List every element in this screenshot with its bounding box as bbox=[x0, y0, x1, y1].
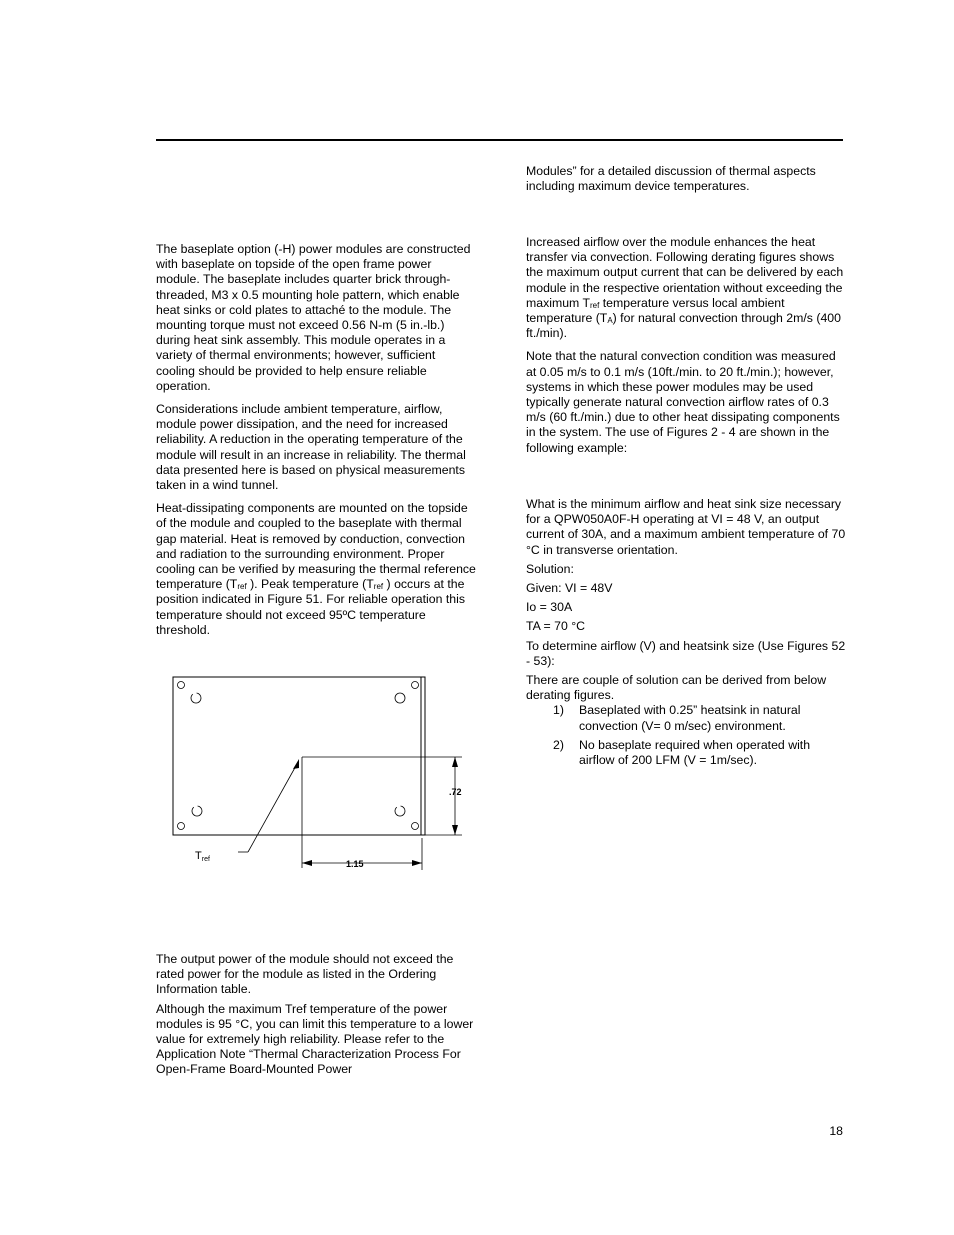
example-given-io: Io = 30A bbox=[526, 600, 573, 615]
right-column-example bbox=[526, 497, 846, 768]
header-rule bbox=[156, 139, 843, 141]
example-couple-solutions: There are couple of solution can be derived from below derating figures. bbox=[526, 673, 827, 703]
continued-paragraph: Modules” for a detailed discussion of thermal aspects including maximum device temperatures. bbox=[526, 164, 816, 194]
tref-label: Tref bbox=[195, 850, 210, 863]
right-column-airflow bbox=[526, 235, 846, 456]
tref-location-figure bbox=[160, 668, 480, 878]
example-determine: To determine airflow (V) and heatsink size (Use Figures 52 - 53): bbox=[526, 638, 846, 668]
mounting-hole bbox=[191, 693, 201, 703]
left-column-bottom bbox=[156, 952, 476, 1078]
left-column-top bbox=[156, 242, 476, 638]
example-solution-label: Solution: bbox=[526, 561, 574, 576]
list-item-number: 2) bbox=[553, 737, 564, 752]
list-item bbox=[526, 703, 846, 733]
list-item-text: Baseplated with 0.25” heatsink in natural convection (V= 0 m/sec) environment. bbox=[579, 703, 801, 733]
corner-hole bbox=[412, 682, 419, 689]
example-given-vi: Given: VI = 48V bbox=[526, 581, 613, 596]
corner-hole bbox=[178, 823, 185, 830]
list-item-number: 1) bbox=[553, 703, 564, 718]
list-item-text: No baseplate required when operated with airflow of 200 LFM (V = 1m/sec). bbox=[579, 737, 811, 768]
dimension-vertical-label: .72 bbox=[449, 787, 462, 797]
airflow-paragraph: Increased airflow over the module enhances the heat transfer via convection. Following derating figures shows the maximum output current that can be delivered by each module in the respective orientation without exceeding the maximum $T_{ref}$ temperature versus local ambient temperature $(T_A)$ for natural convection through 2m/s (400 ft./min). bbox=[526, 235, 844, 341]
heat-dissipation-paragraph: Heat-dissipating components are mounted on the topside of the module and coupled to the baseplate with thermal gap material. Heat is removed by conduction, convection and radiation to the surrounding environment. Proper cooling can be verified by measuring the thermal reference temperature ($T_{ref}$ ). Peak temperature ($T_{ref}$ ) occurs at the position indicated in Figure 51. For reliable operation this temperature should not exceed 95ºC temperature threshold. bbox=[156, 501, 476, 637]
dimension-horizontal-label: 1.15 bbox=[346, 859, 364, 869]
board-outline bbox=[173, 677, 425, 835]
mounting-hole bbox=[395, 806, 405, 816]
mounting-hole bbox=[395, 693, 405, 703]
right-column-top bbox=[526, 164, 846, 194]
corner-hole bbox=[412, 823, 419, 830]
list-item bbox=[526, 738, 846, 768]
mounting-hole bbox=[192, 806, 202, 816]
module-outline-drawing bbox=[160, 668, 480, 878]
corner-hole bbox=[178, 682, 185, 689]
baseplate-paragraph: The baseplate option (-H) power modules are constructed with baseplate on topside of the open frame power module. The baseplate includes quarter brick through-threaded, M3 x 0.5 mounting hole pattern, which enable heat sinks or cold plates to attaché to the module. The mounting torque must not exceed 0.56 N-m (5 in.-lb.) during heat sink assembly. This module operates in a variety of thermal environments; however, sufficient cooling should be provided to help ensure reliable operation. bbox=[156, 242, 471, 393]
natural-convection-paragraph: Note that the natural convection condition was measured at 0.05 m/s to 0.1 m/s (10ft./min. to 20 ft./min.); however, systems in which these power modules may be used typically generate natural convection airflow rates of 0.3 m/s (60 ft./min.) due to other heat dissipating components in the system. The use of Figures 2 - 4 are shown in the following example: bbox=[526, 349, 840, 455]
example-question: What is the minimum airflow and heat sink size necessary for a QPW050A0F-H operating at VI = 48 V, an output current of 30A, and a maximum ambient temperature of 70 °C in transverse orientation. bbox=[526, 497, 846, 557]
considerations-paragraph: Considerations include ambient temperature, airflow, module power dissipation, and the need for increased reliability. A reduction in the operating temperature of the module will result in an increase in reliability. The thermal data presented here is based on physical measurements taken in a wind tunnel. bbox=[156, 402, 466, 493]
example-given-ta: TA = 70 °C bbox=[526, 619, 586, 634]
output-power-paragraph: The output power of the module should not exceed the rated power for the module as listed in the Ordering Information table. bbox=[156, 952, 454, 997]
page-number: 18 bbox=[829, 1124, 843, 1138]
tref-limit-paragraph: Although the maximum Tref temperature of the power modules is 95 °C, you can limit this temperature to a lower value for extremely high reliability. Please refer to the Application Note “Thermal Characterization Process For Open-Frame Board-Mounted Power bbox=[156, 1001, 474, 1077]
